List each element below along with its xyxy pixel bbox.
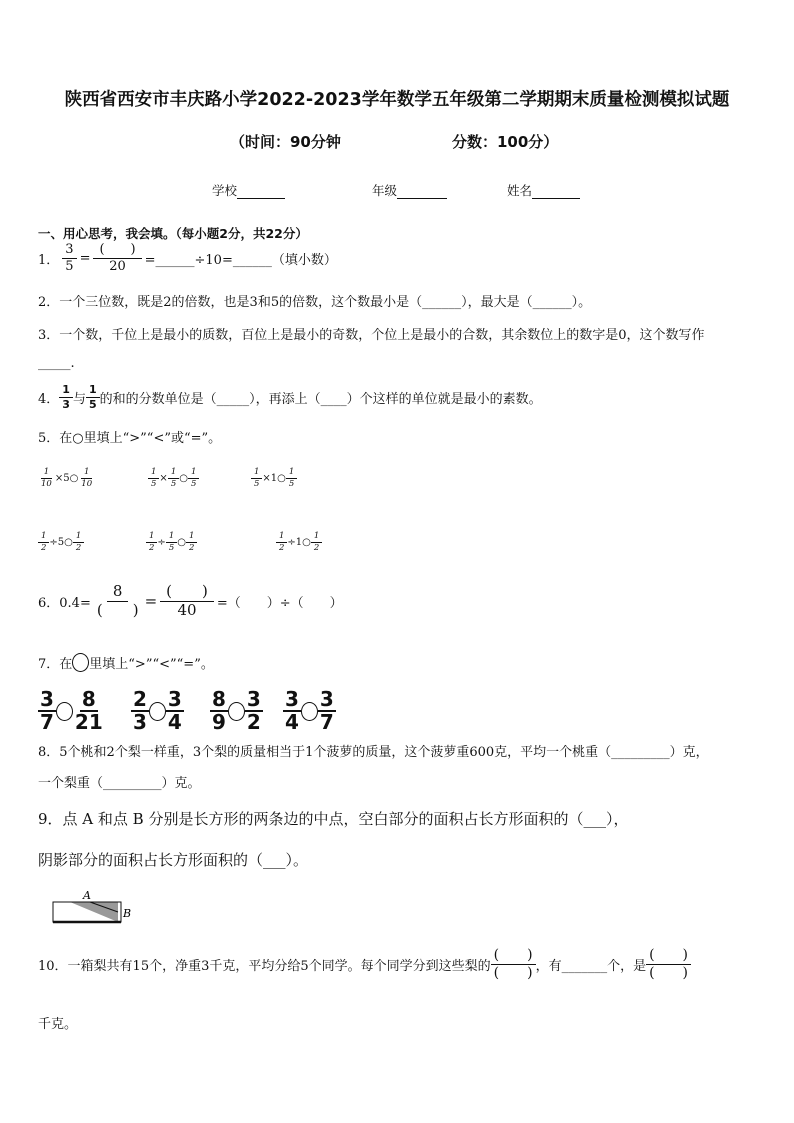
q4-f1-denominator: 3 [62,397,70,411]
q4-fraction-1 [59,384,73,410]
point-a-label: A [83,889,91,902]
q5-item-5[interactable]: $\frac{1}{2}$ ÷ $\frac{1}{5}$ ○ $\frac{1}{2}$ [146,532,197,553]
q7-pair-4[interactable]: $\frac{3}{4}$ $\frac{3}{7}$ [285,687,334,734]
rectangle-diagram [50,888,140,930]
grade-blank[interactable] [397,184,447,199]
q4-f2-denominator: 5 [88,397,97,411]
school-label: 学校 [212,183,238,198]
q10-fraction-1[interactable]: $\frac{( )}{( )}$ [491,948,536,980]
q4-rest: 的和的分数单位是（_____），再添上（____）个这样的单位就是最小的素数。 [99,391,542,407]
question-8-line1: 8．5个桃和2个梨一样重，3个梨的质量相当于1个菠萝的质量，这个菠萝重600克，平均一个桃重（_________）克， [38,745,709,760]
question-2: 2．一个三位数，既是2的倍数，也是3和5的倍数，这个数最小是（______），最大是（______）。 [38,295,592,310]
q1-numerator: 3 [62,243,76,259]
q1-denominator: 5 [65,258,74,274]
q1-fraction [62,243,76,273]
question-6: 6．0.4= $\frac{8}{( )}$ = $\frac{( )}{40}$ =（ ）÷（ ） [38,582,343,619]
q1-blank-denominator: 20 [109,258,126,274]
school-blank[interactable] [237,184,285,199]
q6-number: 6．0.4= [38,595,91,611]
name-blank[interactable] [532,184,580,199]
q10-fraction-2[interactable]: $\frac{( )}{( )}$ [646,948,691,980]
q5-item-1[interactable]: $\frac{1}{10}$ ×5○ $\frac{1}{10}$ [41,467,93,489]
question-3-line2: _____. [38,356,75,371]
section-heading: 一、用心思考，我会填。（每小题2分，共22分） [38,226,308,241]
compare-circle-icon[interactable] [149,702,166,721]
compare-circle-icon[interactable] [228,702,245,721]
question-7: 7．在 里填上“>”“<”“=”。 [38,653,214,672]
q4-fraction-2 [86,384,100,410]
compare-circle-icon[interactable] [56,702,73,721]
q6-fraction-1[interactable]: $\frac{8}{( )}$ [96,582,139,619]
compare-circle-icon[interactable] [301,702,318,721]
exam-time: （时间：90分钟 [230,133,341,151]
question-1 [38,243,337,273]
q5-item-3[interactable]: $\frac{1}{5}$ ×1○ $\frac{1}{5}$ [251,468,297,489]
q1-blank-numerator[interactable]: ( ) [93,243,141,259]
q7-pair-2[interactable]: $\frac{2}{3}$ $\frac{3}{4}$ [133,687,182,734]
name-label: 姓名 [507,183,533,198]
question-4 [38,384,542,410]
q7-pair-3[interactable]: $\frac{8}{9}$ $\frac{3}{2}$ [212,687,261,734]
name-field[interactable] [507,181,580,199]
shaded-triangle [70,902,118,922]
q5-item-4[interactable]: $\frac{1}{2}$ ÷5○ $\frac{1}{2}$ [38,532,84,553]
question-9-line2: 阴影部分的面积占长方形面积的（___）。 [38,851,309,869]
grade-label: 年级 [372,183,398,198]
q4-f2-numerator: 1 [86,384,100,398]
q5-item-2[interactable]: $\frac{1}{5}$ × $\frac{1}{5}$ ○ $\frac{1}{5}$ [148,468,199,489]
q7-pair-1[interactable]: $\frac{3}{7}$ $\frac{8}{21}$ [40,687,103,734]
q1-blank-fraction[interactable] [93,243,141,273]
compare-circle-icon [72,653,89,672]
q6-rest: =（ ）÷（ ） [216,595,343,611]
q6-fraction-2[interactable]: $\frac{( )}{40}$ [160,584,214,619]
question-5: 5．在○里填上“>”“<”或“=”。 [38,431,222,446]
q1-number: 1． [38,252,60,268]
q4-f1-numerator: 1 [59,384,73,398]
point-b-label: B [123,907,132,920]
q5-item-6[interactable]: $\frac{1}{2}$ ÷1○ $\frac{1}{2}$ [276,532,322,553]
q4-number: 4． [38,391,60,407]
question-9-line1: 9．点 A 和点 B 分别是长方形的两条边的中点，空白部分的面积占长方形面积的（___）， [38,810,629,828]
exam-score: 分数：100分） [452,133,559,151]
q1-rest: =______÷10=______（填小数） [144,252,337,268]
question-10: 10．一箱梨共有15个，净重3千克，平均分给5个同学。每个同学分到这些梨的 $\frac{( )}{( )}$ ，有_______个，是 $\frac{( )}{( )}$ [38,948,691,980]
question-3-line1: 3．一个数，千位上是最小的质数，百位上是最小的奇数，个位上是最小的合数，其余数位上的数字是0，这个数写作 [38,328,705,343]
q4-with: 与 [72,391,86,407]
question-10-line2: 千克。 [38,1017,78,1032]
school-field[interactable] [212,181,285,199]
q1-equals: = [79,250,91,266]
page-title: 陕西省西安市丰庆路小学2022-2023学年数学五年级第二学期期末质量检测模拟试题 [64,90,730,110]
grade-field[interactable] [372,181,447,199]
question-8-line2: 一个梨重（_________）克。 [38,776,201,791]
